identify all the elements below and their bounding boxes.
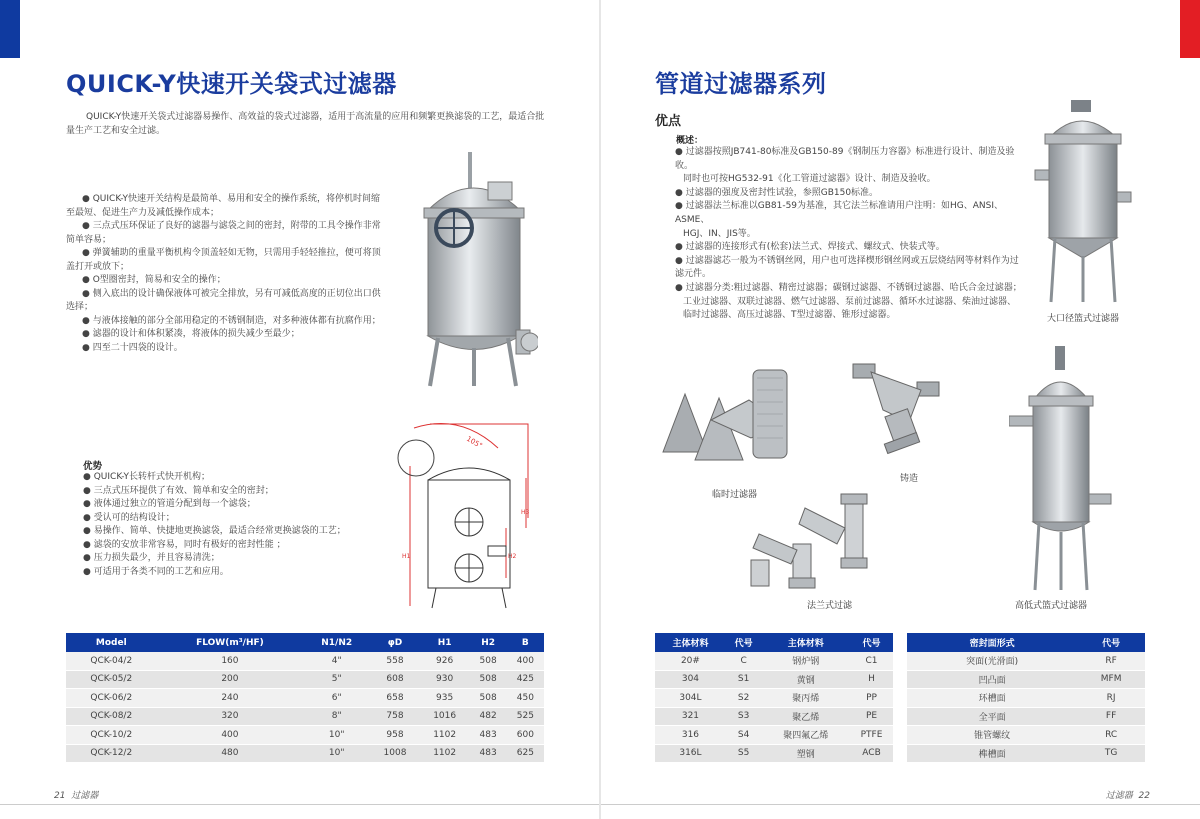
table-cell: S2 [726, 689, 761, 708]
temporary-filter-image [659, 364, 799, 476]
overview-line: HGJ、IN、JIS等。 [683, 228, 756, 239]
table-row [907, 652, 1145, 670]
h3-label: H3 [521, 509, 530, 516]
advantage-list [83, 471, 383, 579]
cast-strainer-image [851, 360, 943, 460]
table-cell: 483 [469, 726, 506, 745]
table-cell: 8" [303, 707, 370, 726]
table-row [907, 744, 1145, 763]
overview-heading: 概述： [676, 136, 704, 146]
table-cell: 160 [157, 652, 304, 670]
table-cell: 935 [420, 689, 470, 708]
advantage-item: ● 滤袋的安放非常容易，同时有极好的密封性能 ； [83, 539, 286, 550]
large-basket-filter-image [1033, 96, 1133, 306]
table-cell: RC [1077, 726, 1145, 745]
table-cell: ACB [850, 744, 893, 763]
table-cell: 1102 [420, 726, 470, 745]
right-page-title: 管道过滤器系列 [655, 70, 827, 98]
right-page [601, 0, 1200, 819]
material-table [655, 633, 893, 763]
page-number: 21 [54, 791, 66, 801]
table-cell: QCK-06/2 [66, 689, 157, 708]
right-footer-line [601, 804, 1200, 805]
table-cell: 10" [303, 726, 370, 745]
col-header: Model [66, 633, 157, 652]
table-cell: 483 [469, 744, 506, 763]
left-page [0, 0, 599, 819]
right-advantages-heading: 优点 [655, 114, 682, 129]
feature-item: ● 四至二十四袋的设计。 [82, 342, 183, 353]
table-cell: RJ [1077, 689, 1145, 708]
advantage-item: ● QUICK-Y长转杆式快开机构； [83, 472, 210, 482]
table-cell: 930 [420, 670, 470, 689]
overview-line: 临时过滤器、高压过滤器、T型过滤器、锥形过滤器。 [683, 310, 896, 321]
right-corner-tab [1180, 0, 1200, 58]
table-cell: 316L [655, 744, 726, 763]
flange-filter-image [749, 488, 885, 596]
table-cell: 508 [469, 670, 506, 689]
table-cell: 环槽面 [907, 689, 1077, 708]
table-cell: S3 [726, 707, 761, 726]
col-header: FLOW(m³/HF) [157, 633, 304, 652]
col-header: 代号 [726, 633, 761, 652]
feature-item: ● 侧入底出的设计确保液体可被完全排放，另有可减低高度的正切位出口供选择； [66, 288, 381, 312]
col-header: φD [370, 633, 420, 652]
table-cell: 凹凸面 [907, 670, 1077, 689]
table-cell: 480 [157, 744, 304, 763]
high-low-caption: 高低式篮式过滤器 [1015, 601, 1088, 611]
table-cell: H [850, 670, 893, 689]
model-spec-table [66, 633, 544, 763]
table-row [907, 726, 1145, 745]
table-cell: PP [850, 689, 893, 708]
col-header: H1 [420, 633, 470, 652]
table-cell: 锥管螺纹 [907, 726, 1077, 745]
left-footer-line [0, 804, 599, 805]
table-cell: 316 [655, 726, 726, 745]
table-cell: 4" [303, 652, 370, 670]
overview-line: ● 过滤器滤芯一般为不锈钢丝网，用户也可选择楔形钢丝网或五层烧结网等材料作为过滤元件。 [675, 255, 1019, 280]
table-cell: 482 [469, 707, 506, 726]
table-cell: S5 [726, 744, 761, 763]
advantage-item: ● 受认可的结构设计； [83, 512, 175, 523]
table-cell: 10" [303, 744, 370, 763]
feature-item: ● QUICK-Y快速开关结构是最简单、易用和安全的操作系统，将停机时间缩至最短、促进生产力及减低操作成本； [66, 194, 380, 218]
advantage-item: ● 液体通过独立的管道分配到每一个滤袋； [83, 499, 256, 509]
table-cell: 20# [655, 652, 726, 670]
table-row [66, 689, 544, 708]
table-row [907, 707, 1145, 726]
table-cell: 525 [507, 707, 544, 726]
bag-filter-image [408, 148, 538, 388]
table-cell: S4 [726, 726, 761, 745]
advantage-item: ● 压力损失最少，并且容易清洗； [83, 553, 220, 563]
table-cell: 558 [370, 652, 420, 670]
left-page-title: QUICK-Y快速开关袋式过滤器 [66, 70, 397, 98]
table-cell: 400 [157, 726, 304, 745]
table-cell: 240 [157, 689, 304, 708]
feature-item: ● 三点式压环保证了良好的滤器与滤袋之间的密封，附带的工具令操作非常简单容易； [66, 221, 381, 245]
table-cell: QCK-05/2 [66, 670, 157, 689]
table-cell: 榫槽面 [907, 744, 1077, 763]
overview-line: ● 过滤器分类:粗过滤器、精密过滤器；碳钢过滤器、不锈钢过滤器、哈氏合金过滤器； [675, 282, 1022, 293]
table-cell: QCK-04/2 [66, 652, 157, 670]
footer-label: 过滤器 [71, 791, 99, 801]
left-footer [54, 788, 98, 801]
advantage-item: ● 易操作、简单、快捷地更换滤袋，最适合经常更换滤袋的工艺； [83, 526, 346, 536]
table-cell: S1 [726, 670, 761, 689]
footer-label: 过滤器 [1105, 791, 1133, 801]
table-cell: FF [1077, 707, 1145, 726]
table-row [66, 726, 544, 745]
table-cell: 508 [469, 689, 506, 708]
advantage-item: ● 三点式压环提供了有效、简单和安全的密封； [83, 485, 274, 496]
seal-face-table [907, 633, 1145, 763]
feature-item: ● 滤器的设计和体积紧凑，将液体的损失减少至最少； [82, 329, 300, 339]
overview-line: ● 过滤器按照JB741-80标准及GB150-89《钢制压力容器》标准进行设计、制造及验收。 [675, 147, 1015, 171]
overview-list [655, 146, 1025, 323]
col-header: 代号 [850, 633, 893, 652]
left-corner-tab [0, 0, 20, 58]
overview-line: 同时也可按HG532-91《化工管道过滤器》设计、制造及验收。 [683, 174, 936, 185]
table-cell: MFM [1077, 670, 1145, 689]
table-cell: 6" [303, 689, 370, 708]
table-cell: 黄钢 [761, 670, 850, 689]
table-cell: PTFE [850, 726, 893, 745]
feature-item: ● 与液体接触的部分全部用稳定的不锈钢制造，对多种液体都有抗腐作用； [82, 315, 381, 326]
table-row [655, 670, 893, 689]
table-row [66, 707, 544, 726]
table-row [66, 652, 544, 670]
feature-item: ● O型圈密封，简易和安全的操作； [82, 275, 226, 285]
table-cell: QCK-10/2 [66, 726, 157, 745]
table-cell: 508 [469, 652, 506, 670]
feature-list [66, 193, 388, 355]
left-advantages-heading: 优势 [83, 461, 103, 472]
high-low-basket-filter-image [1009, 344, 1121, 594]
table-cell: QCK-12/2 [66, 744, 157, 763]
overview-line: ● 过滤器法兰标准以GB81-59为基准，其它法兰标准请用户注明：如HG、ANSI、ASME、 [675, 201, 1004, 225]
table-cell: 1102 [420, 744, 470, 763]
col-header: 代号 [1077, 633, 1145, 652]
large-basket-caption: 大口径篮式过滤器 [1047, 314, 1120, 324]
table-cell: RF [1077, 652, 1145, 670]
table-cell: 聚乙烯 [761, 707, 850, 726]
table-row [655, 652, 893, 670]
advantage-item: ● 可适用于各类不同的工艺和应用。 [83, 566, 229, 577]
table-cell: 625 [507, 744, 544, 763]
table-cell: 450 [507, 689, 544, 708]
table-cell: 塑钢 [761, 744, 850, 763]
cast-caption: 铸造 [900, 474, 919, 484]
h2-label: H2 [508, 553, 517, 560]
table-cell: 425 [507, 670, 544, 689]
table-row [907, 670, 1145, 689]
left-intro-text: QUICK-Y快速开关袋式过滤器易操作、高效益的袋式过滤器，适用于高流量的应用和频繁更换滤袋的工艺，最适合批量生产工艺和安全过滤。 [66, 112, 545, 136]
table-cell: 200 [157, 670, 304, 689]
table-cell: 321 [655, 707, 726, 726]
table-cell: 304 [655, 670, 726, 689]
table-cell: 钢炉钢 [761, 652, 850, 670]
table-cell: 304L [655, 689, 726, 708]
table-cell: TG [1077, 744, 1145, 763]
feature-item: ● 弹簧辅助的重量平衡机构令顶盖轻如无物，只需用手轻轻推拉，便可将顶盖打开或放下； [66, 248, 381, 272]
table-row [66, 670, 544, 689]
col-header: B [507, 633, 544, 652]
right-footer [1106, 788, 1150, 801]
overview-line: 工业过滤器、双联过滤器、燃气过滤器、泵前过滤器、循环水过滤器、柴油过滤器、 [683, 296, 1017, 307]
table-cell: 958 [370, 726, 420, 745]
table-cell: 1016 [420, 707, 470, 726]
col-header: H2 [469, 633, 506, 652]
table-cell: 5" [303, 670, 370, 689]
table-cell: 1008 [370, 744, 420, 763]
table-row [655, 707, 893, 726]
table-cell: 突面(光滑面) [907, 652, 1077, 670]
table-cell: 658 [370, 689, 420, 708]
table-cell: 608 [370, 670, 420, 689]
table-cell: QCK-08/2 [66, 707, 157, 726]
table-cell: 聚丙烯 [761, 689, 850, 708]
overview-line: ● 过滤器的连接形式有(松套)法兰式、焊接式、螺纹式、快装式等。 [675, 242, 945, 253]
table-row [66, 744, 544, 763]
table-cell: 400 [507, 652, 544, 670]
page-number: 22 [1138, 791, 1150, 801]
col-header: 密封面形式 [907, 633, 1077, 652]
flange-caption: 法兰式过滤 [807, 601, 853, 611]
angle-label: 105° [465, 434, 484, 451]
table-row [907, 689, 1145, 708]
table-row [655, 726, 893, 745]
table-cell: 全平面 [907, 707, 1077, 726]
table-cell: 758 [370, 707, 420, 726]
table-cell: 600 [507, 726, 544, 745]
table-cell: C1 [850, 652, 893, 670]
temporary-filter-caption: 临时过滤器 [712, 490, 758, 500]
h1-label: H1 [402, 553, 411, 560]
table-cell: C [726, 652, 761, 670]
table-cell: 聚四氟乙烯 [761, 726, 850, 745]
technical-drawing [380, 418, 540, 610]
col-header: 主体材料 [655, 633, 726, 652]
overview-line: ● 过滤器的强度及密封性试验，参照GB150标准。 [675, 187, 879, 198]
table-cell: PE [850, 707, 893, 726]
col-header: N1/N2 [303, 633, 370, 652]
table-cell: 320 [157, 707, 304, 726]
table-row [655, 744, 893, 763]
table-row [655, 689, 893, 708]
col-header: 主体材料 [761, 633, 850, 652]
table-cell: 926 [420, 652, 470, 670]
